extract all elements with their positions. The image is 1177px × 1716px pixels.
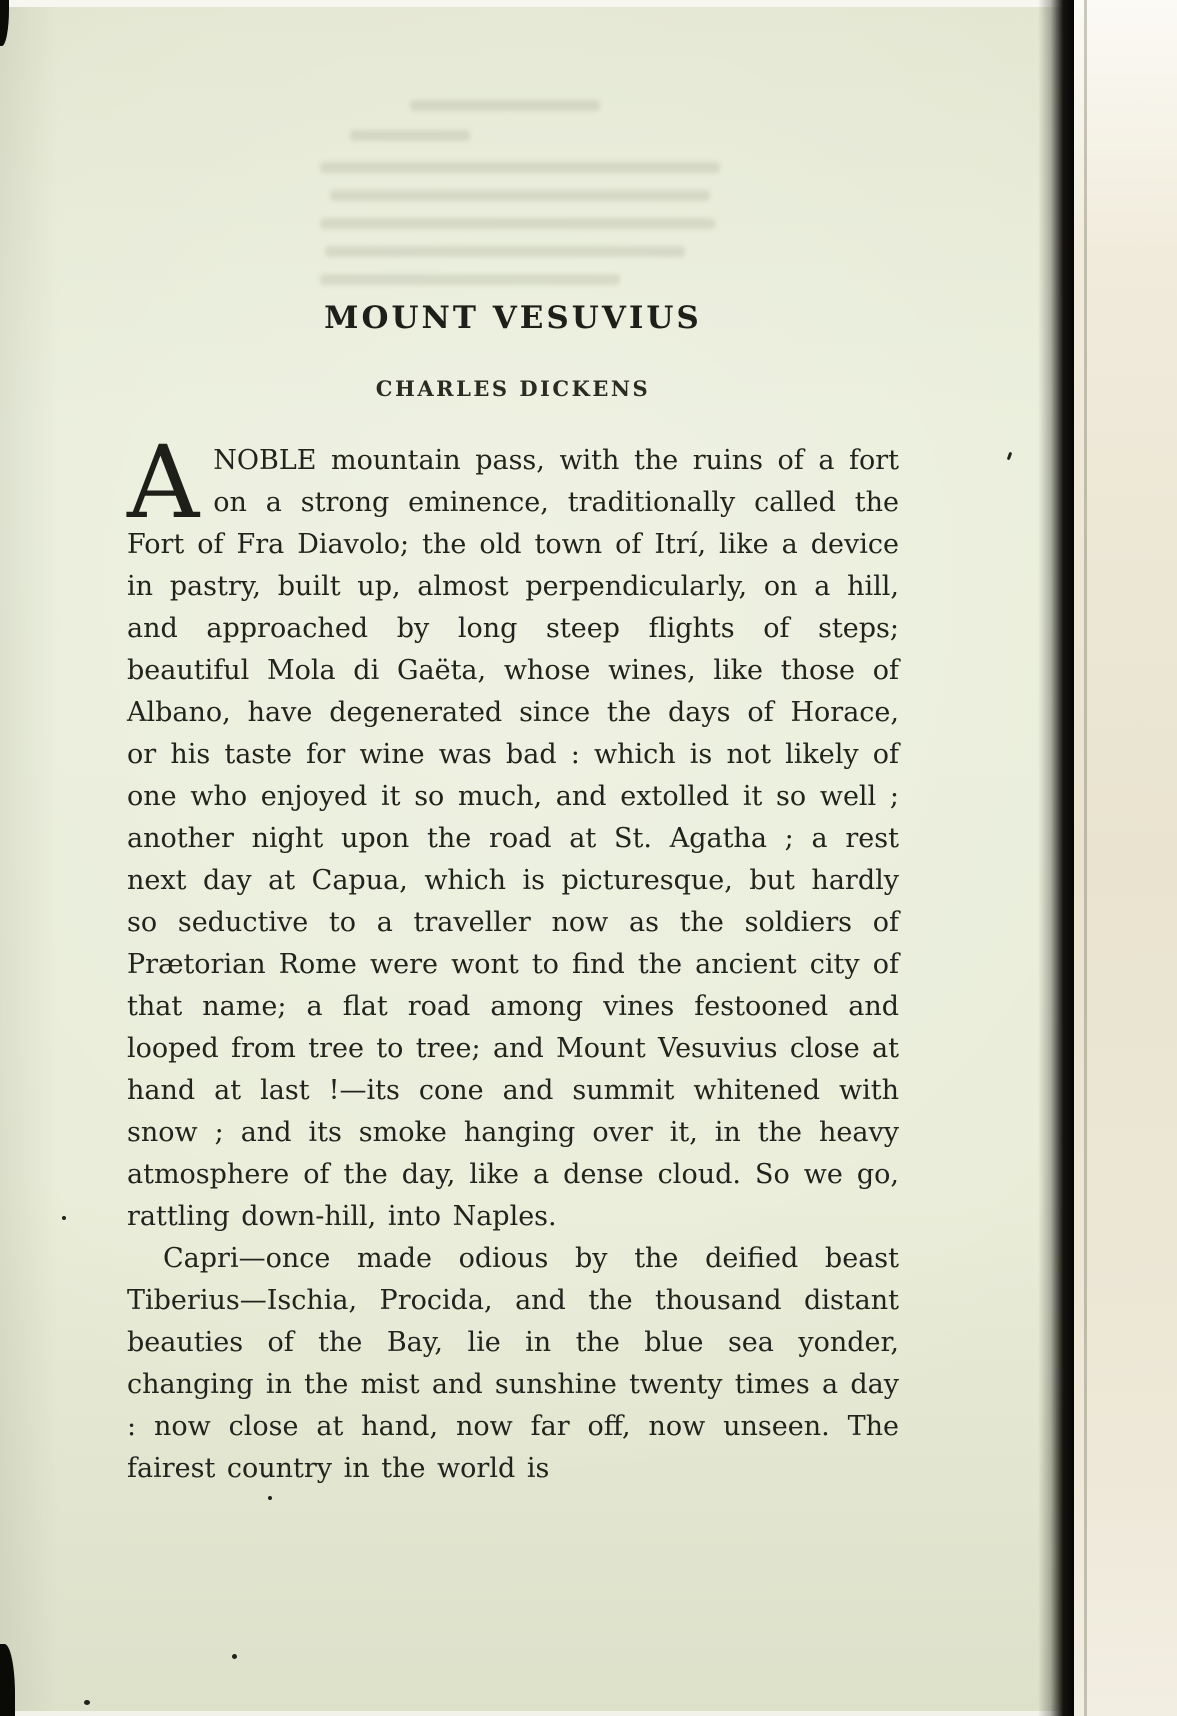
bleed-line [325,246,685,257]
ink-speck [1007,452,1013,461]
paragraph-1 [127,424,899,1238]
body-text [127,424,899,1490]
bleed-line [320,218,715,229]
page-title: MOUNT VESUVIUS [324,300,702,336]
page-edge-line [1084,0,1087,1716]
ink-speck [84,1700,90,1705]
bleed-line [320,274,620,285]
page-top-edge [0,0,1177,7]
bleed-line [320,162,720,173]
ink-bleed-through [320,92,750,282]
paragraph-1-text: NOBLE mountain pass, with the ruins of a fort on a strong eminence, traditionally called the Fort of Fra Diavolo; the old town of Itrí, like a device in pastry, built up, almost perpendicularly, on a hill, and approached by long steep flights of steps; beautiful Mola di Gaëta, whose wines, like those of Albano, have degenerated since the days of Horace, or his taste for wine was bad : which is not likely of one who enjoyed it so much, and extolled it so well ; another night upon the road at St. Agatha ; a rest next day at Capua, which is picturesque, but hardly so seductive to a traveller now as the soldiers of Prætorian Rome were wont to find the ancient city of that name; a flat road among vines festooned and looped from tree to tree; and Mount Vesuvius close at hand at last !—its cone and summit whitened with snow ; and its smoke hanging over it, in the heavy atmosphere of the day, like a dense cloud. So we go, rattling down-hill, into Naples. [127,445,899,1232]
author-byline: CHARLES DICKENS [375,376,651,401]
scan-corner-mark-bottom-left [0,1644,15,1716]
bleed-line [410,100,600,111]
book-gutter-shadow [1038,0,1074,1716]
scan-corner-mark-top-left [0,0,9,46]
dropcap-letter: A [127,424,200,541]
ink-speck [268,1496,272,1500]
adjacent-page-edge [1074,0,1177,1716]
bleed-line [350,130,470,141]
bleed-line [330,190,710,201]
ink-speck [232,1654,237,1659]
paragraph-2 [127,1238,899,1490]
paragraph-2-text: Capri—once made odious by the deified beast Tiberius—Ischia, Procida, and the thousand distant beauties of the Bay, lie in the blue sea yonder, changing in the mist and sunshine twenty times a day : now close at hand, now far off, now unseen. The fairest country in the world is [127,1243,899,1484]
ink-speck [62,1216,66,1220]
page-bottom-edge [0,1711,1177,1716]
